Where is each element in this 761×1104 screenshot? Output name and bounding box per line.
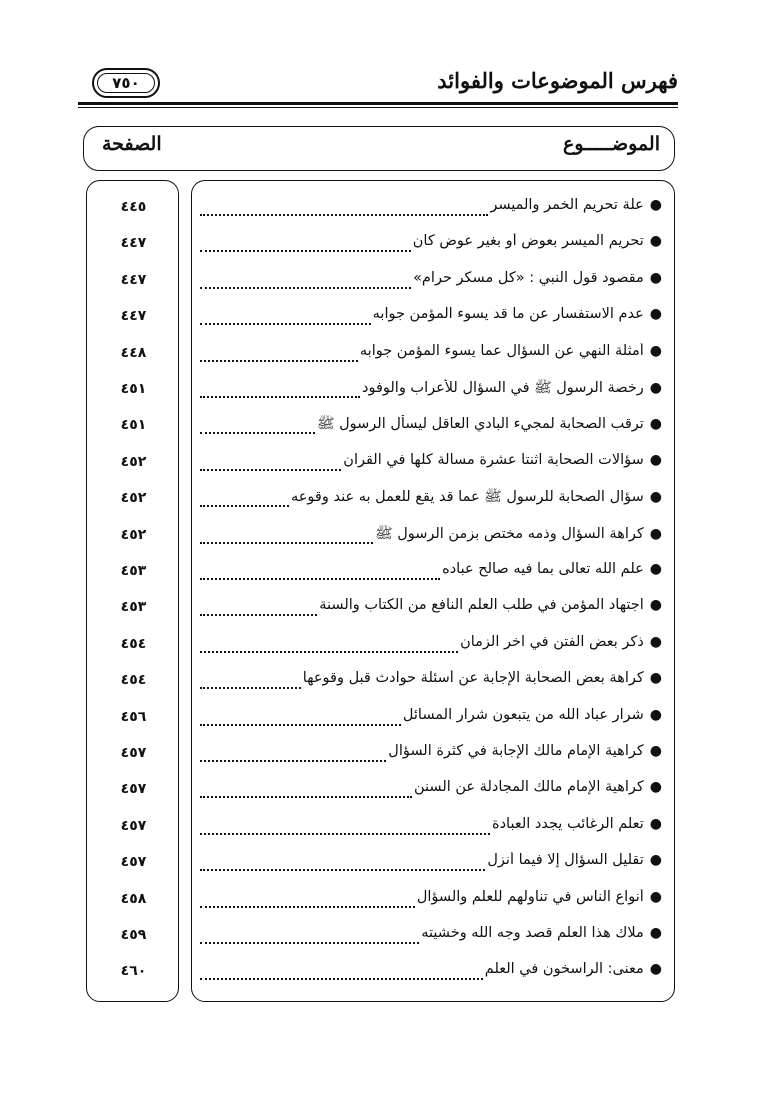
bullet-icon: ● <box>649 561 662 577</box>
bullet-icon: ● <box>649 670 662 687</box>
bullet-icon: ● <box>649 597 662 614</box>
entry-topic: علم الله تعالى بما فيه صالح عباده <box>442 561 644 577</box>
entry-topic: ترقب الصحابة لمجيء البادي العاقل ليسأل الرسول ﷺ <box>317 416 644 433</box>
entry-topic: أمثلة النهي عن السؤال عما يسوء المؤمن جوابه <box>359 342 644 359</box>
entry-topic: اجتهاد المؤمن في طلب العلم النافع من الكتاب والسنة <box>319 597 644 614</box>
entry-topic: مقصود قول النبي : «كل مسكر حرام» <box>413 269 644 286</box>
entry-topic: تعلم الرغائب يجدد العبادة <box>491 815 644 832</box>
dot-leader <box>200 214 488 216</box>
column-header-topic: الموضـــــوع <box>563 133 660 155</box>
entry-topic: كراهة السؤال وذمه مختص بزمن الرسول ﷺ <box>375 525 644 542</box>
bullet-icon: ● <box>649 342 662 359</box>
entry-page-number: ٤٥٧ <box>120 745 147 761</box>
bullet-icon: ● <box>649 633 662 650</box>
dot-leader <box>200 978 483 980</box>
bullet-icon: ● <box>649 451 662 468</box>
entry-page-number: ٤٥٢ <box>120 490 147 507</box>
index-entry <box>200 779 662 805</box>
page-number: ٧٥٠ <box>97 73 155 93</box>
bullet-icon: ● <box>649 925 662 941</box>
index-entry <box>200 925 662 951</box>
dot-leader <box>200 687 301 689</box>
page-header <box>78 62 678 106</box>
index-entry <box>200 889 662 915</box>
entry-page-number: ٤٥١ <box>120 381 147 397</box>
entry-topic: كراهية الإمام مالك المجادلة عن السنن <box>413 779 644 796</box>
entry-topic: كراهة بعض الصحابة الإجابة عن أسئلة حوادث قبل وقوعها <box>302 670 644 687</box>
entry-topic: سؤال الصحابة للرسول ﷺ عما قد يقع للعمل به عند وقوعه <box>291 489 644 506</box>
index-entry <box>200 707 662 733</box>
bullet-icon: ● <box>649 779 662 796</box>
bullet-icon: ● <box>649 306 662 323</box>
entry-page-number: ٤٤٨ <box>120 344 147 361</box>
index-entry <box>200 961 662 987</box>
bullet-icon: ● <box>649 961 662 978</box>
dot-leader <box>200 869 485 871</box>
running-title: فهرس الموضوعات والفوائد <box>437 68 678 93</box>
index-entry <box>200 233 662 259</box>
index-entry <box>200 343 662 369</box>
entry-topic: علة تحريم الخمر والميسر <box>490 197 644 213</box>
index-entry <box>200 452 662 478</box>
entry-topic: ذكر بعض الفتن في آخر الزمان <box>460 633 644 650</box>
dot-leader <box>200 287 411 289</box>
entry-topic: تقليل السؤال إلا فيما أنزل <box>487 852 644 869</box>
entry-page-number: ٤٥٧ <box>120 817 147 834</box>
header-rule-thin <box>78 107 678 108</box>
dot-leader <box>200 542 373 544</box>
index-entry <box>200 634 662 660</box>
bullet-icon: ● <box>649 815 662 832</box>
dot-leader <box>200 432 315 434</box>
entry-topic: شرار عباد الله من يتبعون شرار المسائل <box>402 706 644 723</box>
dot-leader <box>200 250 411 252</box>
entry-page-number: ٤٥٤ <box>120 672 147 689</box>
dot-leader <box>200 469 341 471</box>
bullet-icon: ● <box>649 269 662 286</box>
entry-topic: عدم الاستفسار عن ما قد يسوء المؤمن جوابه <box>372 306 644 323</box>
index-entry <box>200 597 662 623</box>
dot-leader <box>200 505 289 507</box>
bullet-icon: ● <box>649 380 662 396</box>
index-entry <box>200 488 662 514</box>
dot-leader <box>200 906 415 908</box>
entry-page-number: ٤٥٧ <box>120 854 147 871</box>
dot-leader <box>200 396 360 398</box>
index-entry <box>200 525 662 551</box>
index-entry <box>200 415 662 441</box>
entry-page-number: ٤٥٤ <box>120 635 147 652</box>
entry-page-number: ٤٤٧ <box>120 271 147 288</box>
dot-leader <box>200 724 401 726</box>
entry-topic: رخصة الرسول ﷺ في السؤال للأعراب والوفود <box>362 380 644 396</box>
entry-page-number: ٤٥٢ <box>120 453 147 470</box>
entry-page-number: ٤٥٢ <box>120 526 147 543</box>
dot-leader <box>200 833 490 835</box>
entry-page-number: ٤٥٩ <box>120 927 147 943</box>
index-entry <box>200 561 662 587</box>
column-header-page: الصفحة <box>102 133 162 155</box>
dot-leader <box>200 942 419 944</box>
dot-leader <box>200 323 371 325</box>
page-numbers-column <box>86 180 179 1002</box>
topics-column <box>191 180 675 1002</box>
entry-page-number: ٤٥٦ <box>120 708 147 725</box>
entry-page-number: ٤٥٣ <box>120 563 147 579</box>
bullet-icon: ● <box>649 233 662 250</box>
column-header-bar <box>83 126 675 171</box>
index-entry <box>200 270 662 296</box>
entry-page-number: ٤٦٠ <box>120 963 147 980</box>
bullet-icon: ● <box>649 416 662 433</box>
entry-topic: سؤالات الصحابة اثنتا عشرة مسألة كلها في القرآن <box>343 451 644 468</box>
entry-page-number: ٤٤٧ <box>120 235 147 252</box>
dot-leader <box>200 578 440 580</box>
entry-page-number: ٤٥٣ <box>120 599 147 616</box>
bullet-icon: ● <box>649 197 662 213</box>
bullet-icon: ● <box>649 489 662 506</box>
entry-page-number: ٤٥١ <box>120 417 147 434</box>
index-entry <box>200 816 662 842</box>
page-number-badge <box>92 68 160 98</box>
bullet-icon: ● <box>649 743 662 759</box>
index-entry <box>200 852 662 878</box>
index-entry <box>200 379 662 405</box>
entry-page-number: ٤٥٧ <box>120 781 147 798</box>
entry-topic: كراهية الإمام مالك الإجابة في كثرة السؤال <box>388 743 644 759</box>
bullet-icon: ● <box>649 852 662 869</box>
entry-topic: ملاك هذا العلم قصد وجه الله وخشيته <box>421 925 644 941</box>
entry-page-number: ٤٤٥ <box>120 199 147 215</box>
header-rule <box>78 102 678 105</box>
dot-leader <box>200 360 358 362</box>
entry-topic: أنواع الناس في تناولهم للعلم والسؤال <box>416 888 644 905</box>
bullet-icon: ● <box>649 888 662 905</box>
entry-topic: معنى: الراسخون في العلم <box>484 961 644 978</box>
bullet-icon: ● <box>649 706 662 723</box>
dot-leader <box>200 651 458 653</box>
entry-page-number: ٤٤٧ <box>120 308 147 325</box>
entry-topic: تحريم الميسر بعوض أو بغير عوض كان <box>412 233 644 250</box>
entry-page-number: ٤٥٨ <box>120 890 147 907</box>
index-entry <box>200 743 662 769</box>
bullet-icon: ● <box>649 525 662 542</box>
index-entry <box>200 306 662 332</box>
dot-leader <box>200 614 317 616</box>
dot-leader <box>200 760 386 762</box>
index-entry <box>200 670 662 696</box>
index-entry <box>200 197 662 223</box>
dot-leader <box>200 796 412 798</box>
